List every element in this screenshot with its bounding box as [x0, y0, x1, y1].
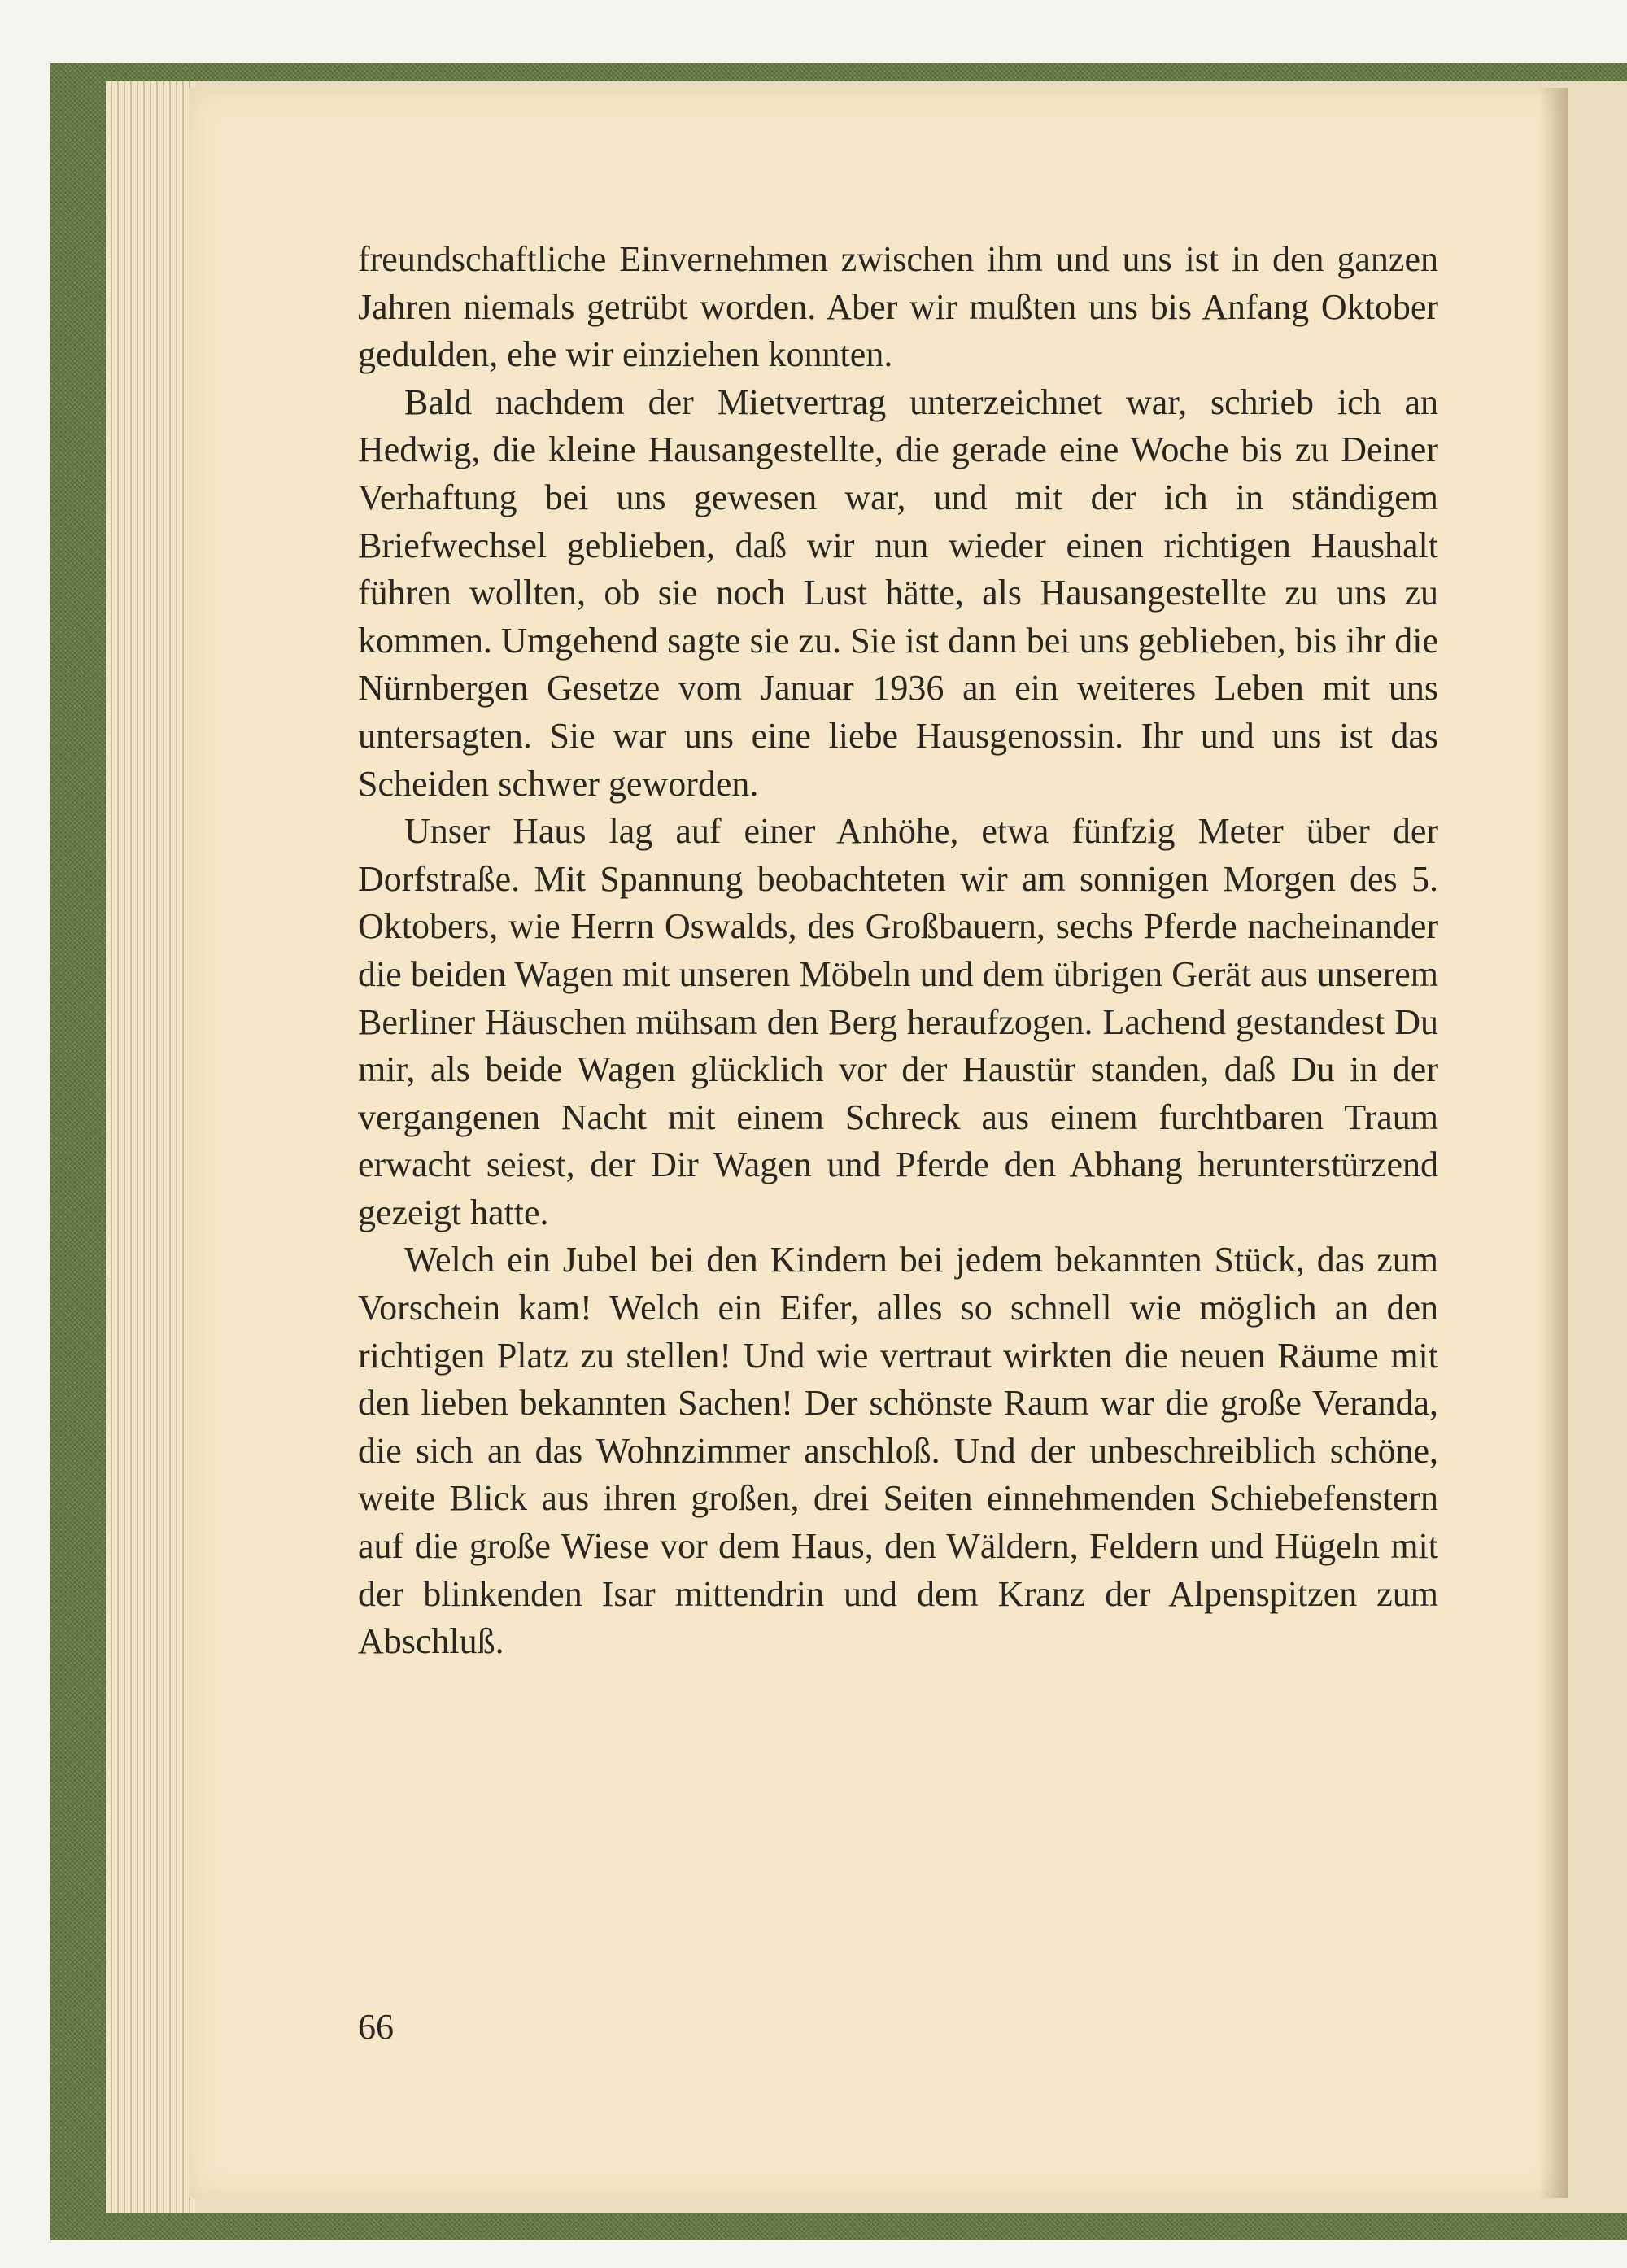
paragraph: Unser Haus lag auf einer Anhöhe, etwa fünfzig Meter über der Dorfstraße. Mit Spannung beobachteten wir am sonnigen Morgen des 5. Oktobers, wie Herrn Oswalds, des Großbauern, sechs Pferde nacheinander die beiden Wagen mit unseren Möbeln und dem übrigen Gerät aus unserem Berliner Häuschen mühsam den Berg heraufzogen. Lachend gestandest Du mir, als beide Wagen glücklich vor der Haustür standen, daß Du in der vergangenen Nacht mit einem Schreck aus einem furchtbaren Traum erwacht seiest, der Dir Wagen und Pferde den Abhang herunterstürzend gezeigt hatte.: [358, 811, 1438, 1232]
paragraph: Welch ein Jubel bei den Kindern bei jedem bekannten Stück, das zum Vorschein kam! Welch ein Eifer, alles so schnell wie möglich an den richtigen Platz zu stellen! Und wie vertraut wirkten die neuen Räume mit den lieben bekannten Sachen! Der schönste Raum war die große Veranda, die sich an das Wohnzimmer anschloß. Und der unbeschreiblich schöne, weite Blick aus ihren großen, drei Seiten einnehmenden Schiebefenstern auf die große Wiese vor dem Haus, den Wäldern, Feldern und Hügeln mit der blinkenden Isar mittendrin und dem Kranz der Alpenspitzen zum Abschluß.: [358, 1240, 1438, 1662]
page-edges: [106, 81, 195, 2213]
body-text: [358, 236, 1438, 1666]
page-number: 66: [358, 2007, 394, 2047]
paragraph: freundschaftliche Einvernehmen zwischen ihm und uns ist in den ganzen Jahren niemals getrübt worden. Aber wir mußten uns bis Anfang Oktober gedulden, ehe wir einziehen konnten.: [358, 239, 1438, 375]
paragraph: Bald nachdem der Mietvertrag unterzeichnet war, schrieb ich an Hedwig, die kleine Hausangestellte, die gerade eine Woche bis zu Deiner Verhaftung bei uns gewesen war, und mit der ich in ständigem Briefwechsel geblieben, daß wir nun wieder einen richtigen Haushalt führen wollten, ob sie noch Lust hätte, als Hausangestellte zu uns zu kommen. Umgehend sagte sie zu. Sie ist dann bei uns geblieben, bis ihr die Nürnbergen Gesetze vom Januar 1936 an ein weiteres Leben mit uns untersagten. Sie war uns eine liebe Hausgenossin. Ihr und uns ist das Scheiden schwer geworden.: [358, 382, 1438, 804]
page-gutter: [1539, 88, 1568, 2198]
